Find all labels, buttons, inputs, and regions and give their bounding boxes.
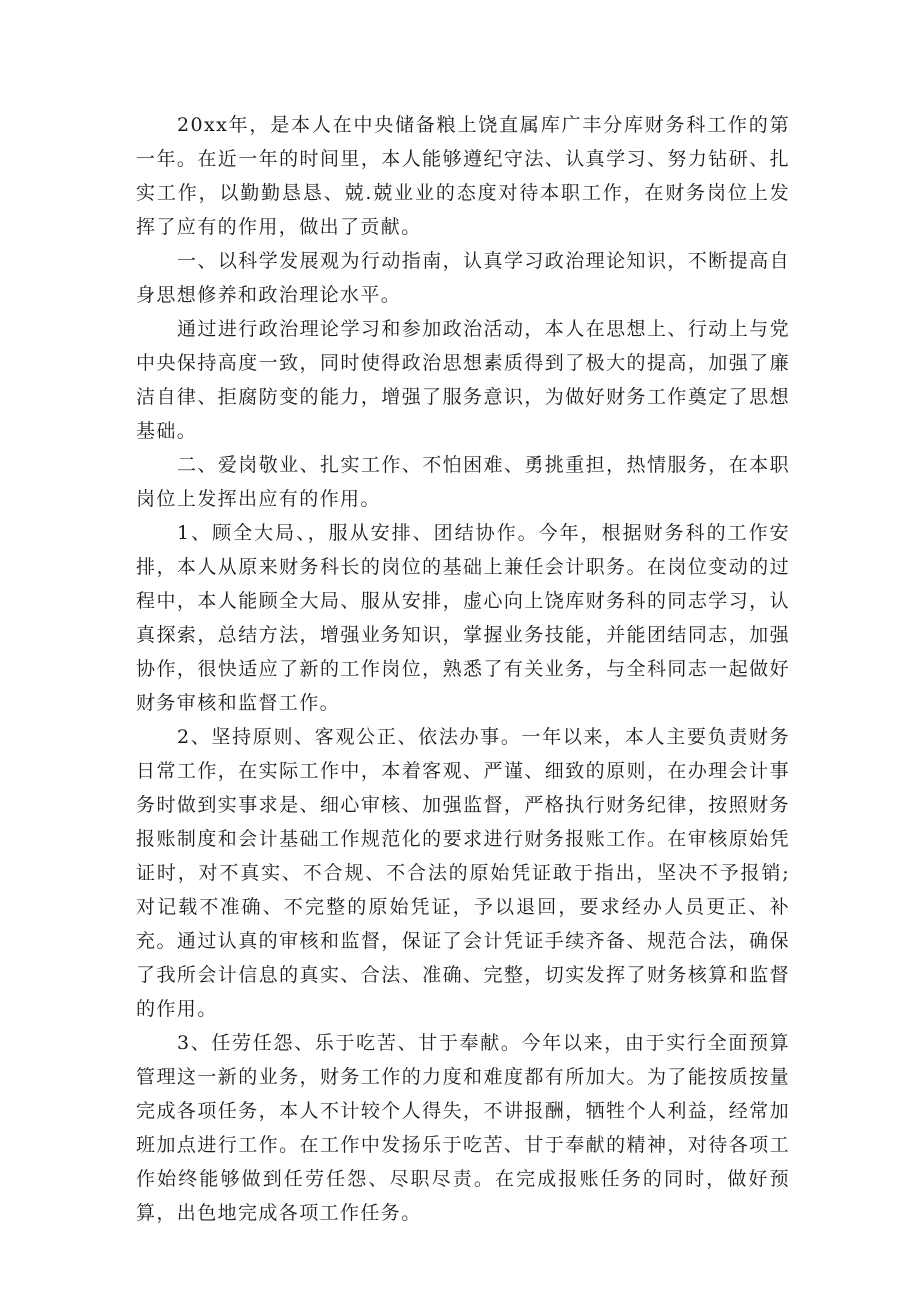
document-body bbox=[136, 108, 790, 1230]
heading-section-one: 一、以科学发展观为行动指南，认真学习政治理论知识，不断提高自身思想修养和政治理论水平。 bbox=[136, 250, 790, 306]
paragraph-section-one-body: 通过进行政治理论学习和参加政治活动，本人在思想上、行动上与党中央保持高度一致，同时使得政治思想素质得到了极大的提高，加强了廉洁自律、拒腐防变的能力，增强了服务意识，为做好财务工作奠定了思想基础。 bbox=[136, 318, 790, 442]
heading-section-two: 二、爱岗敬业、扎实工作、不怕困难、勇挑重担，热情服务，在本职岗位上发挥出应有的作用。 bbox=[136, 454, 790, 510]
paragraph-item-2: 2、坚持原则、客观公正、依法办事。一年以来，本人主要负责财务日常工作，在实际工作中，本着客观、严谨、细致的原则，在办理会计事务时做到实事求是、细心审核、加强监督，严格执行财务纪律，按照财务报账制度和会计基础工作规范化的要求进行财务报账工作。在审核原始凭证时，对不真实、不合规、不合法的原始凭证敢于指出，坚决不予报销;对记载不准确、不完整的原始凭证，予以退回，要求经办人员更正、补充。通过认真的审核和监督，保证了会计凭证手续齐备、规范合法，确保了我所会计信息的真实、合法、准确、完整，切实发挥了财务核算和监督的作用。 bbox=[136, 726, 790, 1020]
paragraph-item-1: 1、顾全大局、，服从安排、团结协作。今年，根据财务科的工作安排，本人从原来财务科长的岗位的基础上兼任会计职务。在岗位变动的过程中，本人能顾全大局、服从安排，虚心向上饶库财务科的同志学习，认真探索，总结方法，增强业务知识，掌握业务技能，并能团结同志，加强协作，很快适应了新的工作岗位，熟悉了有关业务，与全科同志一起做好财务审核和监督工作。 bbox=[136, 522, 790, 714]
paragraph-intro: 20xx年，是本人在中央储备粮上饶直属库广丰分库财务科工作的第一年。在近一年的时间里，本人能够遵纪守法、认真学习、努力钻研、扎实工作，以勤勤恳恳、兢.兢业业的态度对待本职工作，在财务岗位上发挥了应有的作用，做出了贡献。 bbox=[136, 114, 790, 238]
paragraph-item-3: 3、任劳任怨、乐于吃苦、甘于奉献。今年以来，由于实行全面预算管理这一新的业务，财务工作的力度和难度都有所加大。为了能按质按量完成各项任务，本人不计较个人得失，不讲报酬，牺牲个人利益，经常加班加点进行工作。在工作中发扬乐于吃苦、甘于奉献的精神，对待各项工作始终能够做到任劳任怨、尽职尽责。在完成报账任务的同时，做好预算，出色地完成各项工作任务。 bbox=[136, 1032, 790, 1224]
